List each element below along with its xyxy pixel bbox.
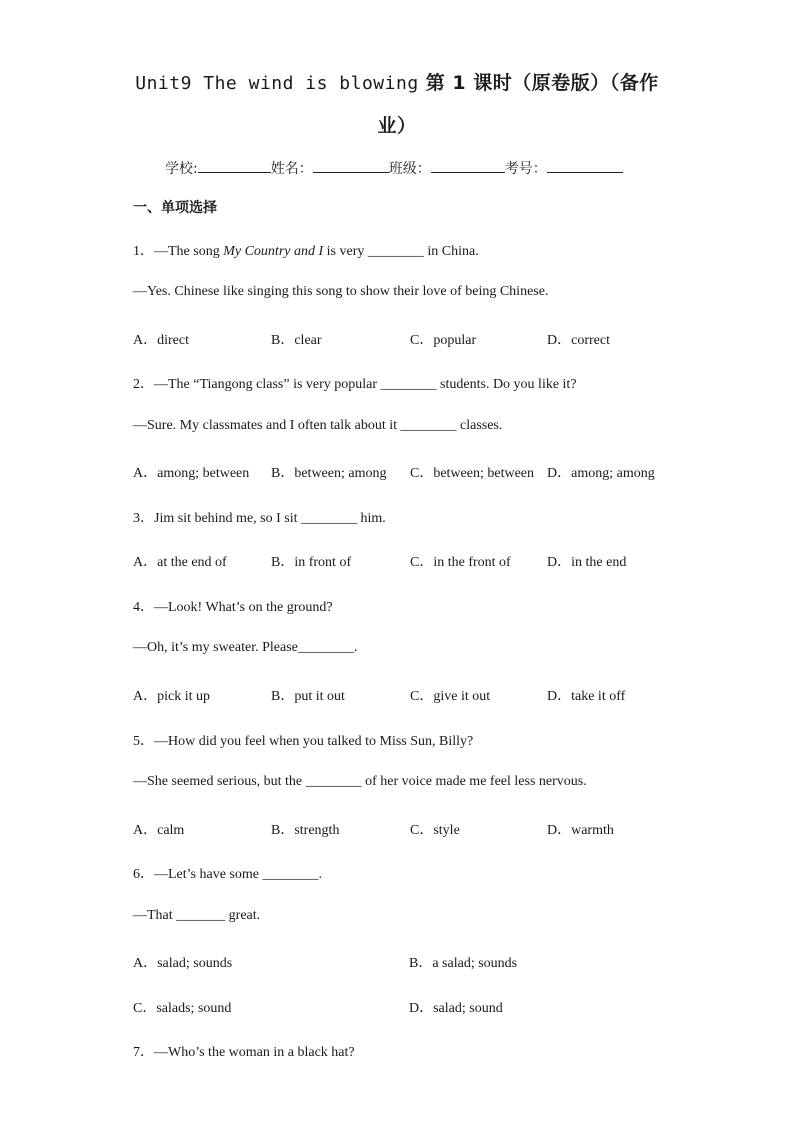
question-5	[133, 730, 473, 750]
option-c[interactable]: C．give it out	[410, 689, 491, 704]
option-b[interactable]: B．between; among	[271, 466, 387, 481]
option-b[interactable]: B．in front of	[271, 555, 352, 570]
title-english: Unit9 The wind is blowing	[135, 73, 419, 94]
student-info-row	[165, 158, 623, 178]
option-a[interactable]: A．salad; sounds	[133, 956, 233, 971]
option-c[interactable]: C．between; between	[410, 466, 535, 481]
question-4	[133, 596, 333, 616]
option-d[interactable]: D．correct	[547, 333, 610, 348]
class-label: 班级：	[388, 161, 431, 177]
question-number: 7．	[133, 1045, 154, 1060]
class-field[interactable]	[431, 158, 505, 173]
question-6-reply: —That _______ great.	[133, 908, 261, 923]
option-a[interactable]: A．at the end of	[133, 555, 227, 570]
song-title: My Country and I	[223, 244, 324, 259]
number-label: 考号：	[504, 161, 547, 177]
school-field[interactable]	[198, 158, 271, 173]
option-b[interactable]: B．strength	[271, 823, 340, 838]
question-text: —The “Tiangong class” is very popular ________ students. Do you like it?	[154, 377, 577, 392]
school-label: 学校:	[165, 161, 198, 177]
question-number: 2．	[133, 377, 154, 392]
option-d[interactable]: D．salad; sound	[409, 1001, 503, 1016]
question-6	[133, 863, 322, 883]
question-text: —Who’s the woman in a black hat?	[154, 1045, 355, 1060]
question-3	[133, 507, 386, 527]
number-field[interactable]	[547, 158, 623, 173]
question-text: —How did you feel when you talked to Miss Sun, Billy?	[154, 734, 474, 749]
question-text: —Look! What’s on the ground?	[154, 600, 333, 615]
option-d[interactable]: D．in the end	[547, 555, 627, 570]
option-c[interactable]: C．salads; sound	[133, 1001, 232, 1016]
option-a[interactable]: A．pick it up	[133, 689, 210, 704]
question-4-reply: —Oh, it’s my sweater. Please________.	[133, 640, 358, 655]
question-number: 6．	[133, 867, 154, 882]
question-2-reply: —Sure. My classmates and I often talk about it ________ classes.	[133, 418, 503, 433]
option-d[interactable]: D．among; among	[547, 466, 655, 481]
document-title	[110, 68, 684, 95]
question-text: —Let’s have some ________.	[154, 867, 322, 882]
question-1-reply: —Yes. Chinese like singing this song to show their love of being Chinese.	[133, 284, 549, 299]
question-text: Jim sit behind me, so I sit ________ him.	[154, 511, 386, 526]
question-7	[133, 1041, 355, 1061]
option-a[interactable]: A．calm	[133, 823, 185, 838]
question-number: 3．	[133, 511, 154, 526]
option-d[interactable]: D．warmth	[547, 823, 614, 838]
section-heading: 一、单项选择	[133, 200, 217, 216]
option-c[interactable]: C．popular	[410, 333, 477, 348]
question-number: 5．	[133, 734, 154, 749]
question-1	[133, 240, 479, 260]
question-number: 1．	[133, 244, 154, 259]
option-b[interactable]: B．a salad; sounds	[409, 956, 518, 971]
option-c[interactable]: C．in the front of	[410, 555, 511, 570]
question-text: is very ________ in China.	[323, 244, 479, 259]
name-field[interactable]	[313, 158, 389, 173]
option-a[interactable]: A．direct	[133, 333, 189, 348]
option-a[interactable]: A．among; between	[133, 466, 250, 481]
title-chinese: 第 1 课时（原卷版）（备作	[425, 72, 659, 94]
question-5-reply: —She seemed serious, but the ________ of her voice made me feel less nervous.	[133, 774, 587, 789]
option-b[interactable]: B．put it out	[271, 689, 345, 704]
question-text: —The song	[154, 244, 224, 259]
option-c[interactable]: C．style	[410, 823, 460, 838]
name-label: 姓名：	[270, 161, 313, 177]
option-b[interactable]: B．clear	[271, 333, 322, 348]
question-2	[133, 373, 577, 393]
question-number: 4．	[133, 600, 154, 615]
document-title-cont: 业）	[377, 115, 417, 137]
option-d[interactable]: D．take it off	[547, 689, 626, 704]
